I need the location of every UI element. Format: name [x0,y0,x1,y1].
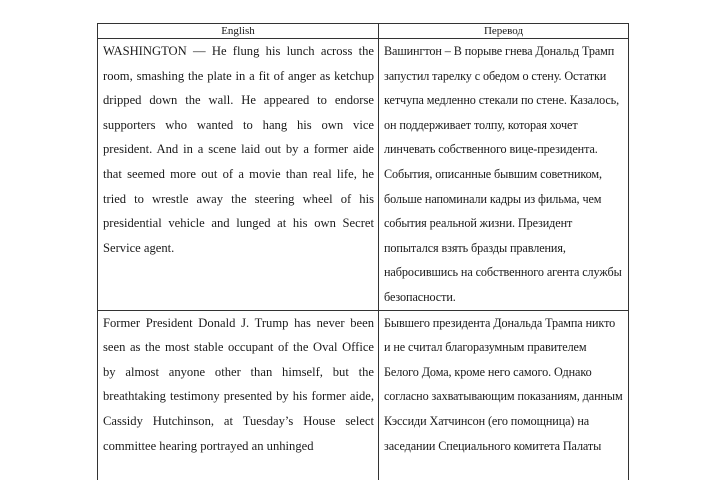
translation-paragraph: Вашингтон – В порыве гнева Дональд Трамп запустил тарелку с обедом о стену. Остатки кетчупа медленно стекали по стене. Казалось, он поддерживает толпу, которая хочет линчевать собственного вице-президента. События, описанные бывшим советником, больше напоминали кадры из фильма, чем события реальной жизни. Президент попытался взять бразды правления, набросившись на собственного агента службы безопасности. [384,44,622,304]
english-paragraph: Former President Donald J. Trump has never been seen as the most stable occupant of the Oval Office by almost anyone other than himself, but the breathtaking testimony presented by his former aide, Cassidy Hutchinson, at Tuesday’s House select committee hearing portrayed an unhinged [103,315,374,453]
column-header-translation: Перевод [379,24,629,39]
translation-cell [379,39,629,311]
table-row [98,310,629,480]
english-cell [98,310,379,480]
header-row [98,24,629,39]
translation-paragraph: Бывшего президента Дональда Трампа никто и не считал благоразумным правителем Белого Дома, кроме него самого. Однако согласно захватывающим показаниям, данным Кэссиди Хатчинсон (его помощница) на заседании Специального комитета Палаты [384,315,623,453]
column-header-english: English [98,24,379,39]
table-row [98,39,629,311]
english-cell [98,39,379,311]
translation-table [97,23,629,480]
translation-cell [379,310,629,480]
english-paragraph: WASHINGTON — He flung his lunch across the room, smashing the plate in a fit of anger as ketchup dripped down the wall. He appeared to endorse supporters who wanted to hang his own vice president. And in a scene laid out by a former aide that seemed more out of a movie than real life, he tried to wrestle away the steering wheel of his presidential vehicle and lunged at his own Secret Service agent. [103,44,374,255]
